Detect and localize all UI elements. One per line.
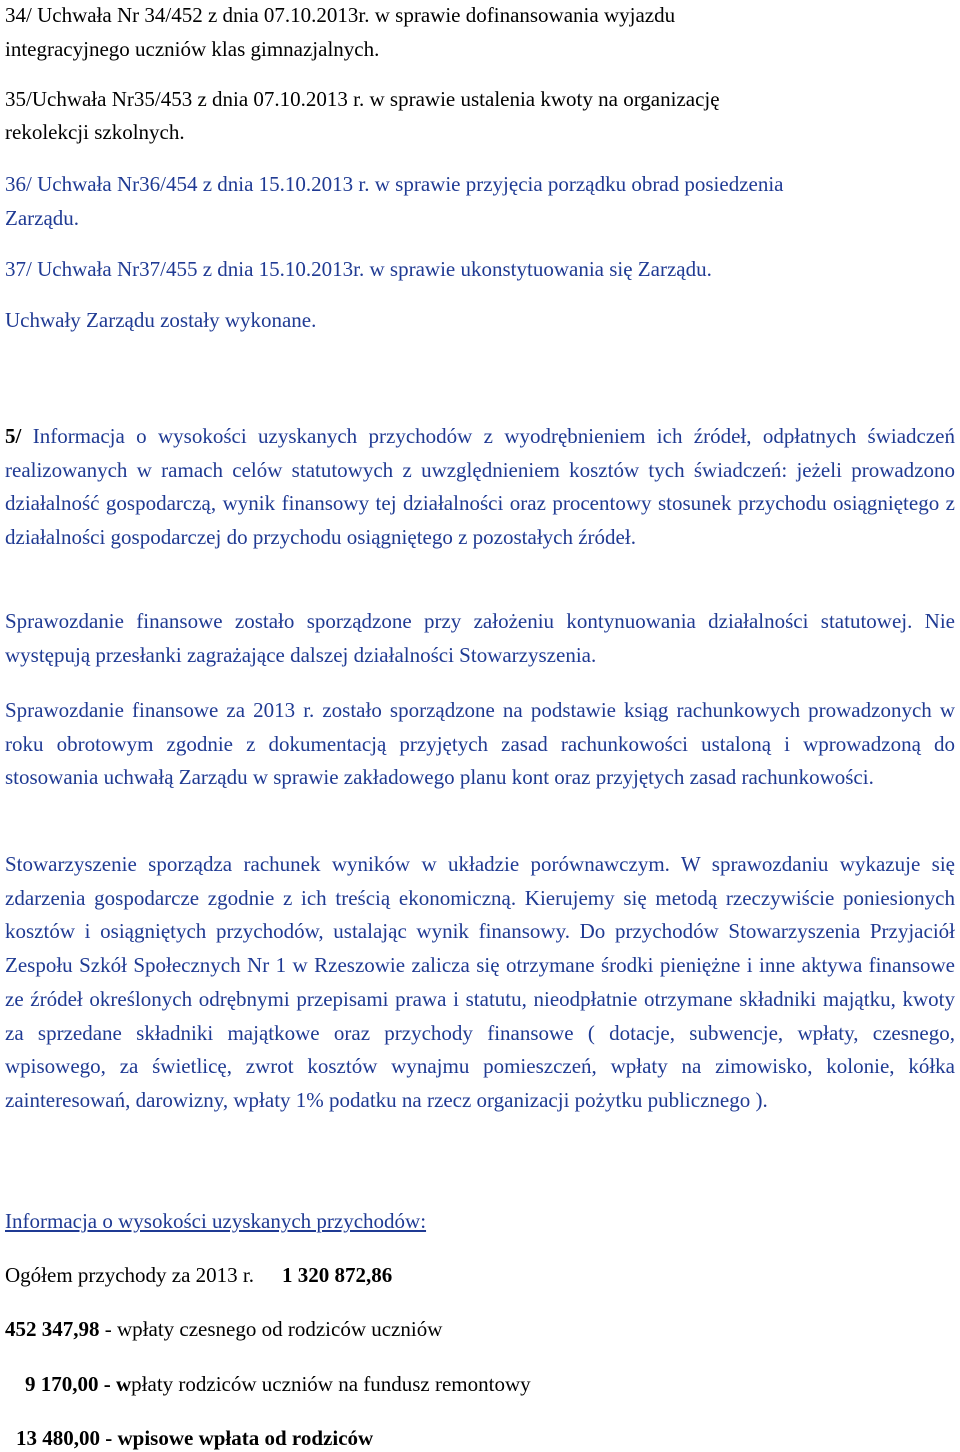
income-item-row [5,1316,442,1342]
income-total-row [5,1262,392,1288]
paragraph-basis: Sprawozdanie finansowe za 2013 r. zostało sporządzone na podstawie ksiąg rachunkowych prowadzonych w roku obrotowym zgodnie z dokumentacją przyjętych zasad rachunkowości ustaloną i wprowadzoną do stosowania uchwałą Zarządu w sprawie zakładowego planu kont oraz przyjętych zasad rachunkowości. [5,698,955,790]
income-item-row [25,1371,531,1397]
resolution-35-line2: rekolekcji szkolnych. [5,120,185,144]
resolutions-done: Uchwały Zarządu zostały wykonane. [5,308,317,332]
income-item-row [16,1425,373,1451]
resolution-36-line1: 36/ Uchwała Nr36/454 z dnia 15.10.2013 r. w sprawie przyjęcia porządku obrad posiedzenia [5,172,784,196]
section-5-number: 5/ [5,424,22,448]
income-item-amount: 452 347,98 [5,1317,100,1341]
resolution-36-line2: Zarządu. [5,206,80,230]
section-5-paragraph [5,420,955,555]
income-total-value: 1 320 872,86 [282,1263,393,1287]
paragraph-continuation: Sprawozdanie finansowe zostało sporządzone przy założeniu kontynuowania działalności statutowej. Nie występują przesłanki zagrażające dalszej działalności Stowarzyszenia. [5,609,955,667]
income-item-desc: płaty rodziców uczniów na fundusz remontowy [131,1372,531,1396]
income-total-label: Ogółem przychody za 2013 r. [5,1263,255,1287]
paragraph-methods: Stowarzyszenie sporządza rachunek wyników w układzie porównawczym. W sprawozdaniu wykazuje się zdarzenia gospodarcze zgodnie z ich treścią ekonomiczną. Kierujemy się metodą rzeczywiście poniesionych kosztów i osiągniętych przychodów, ustalając wynik finansowy. Do przychodów Stowarzyszenia Przyjaciół Zespołu Szkół Społecznych Nr 1 w Rzeszowie zalicza się otrzymane środki pieniężne i inne aktywa finansowe ze źródeł określonych odrębnymi przepisami prawa i statutu, nieodpłatnie otrzymane składniki majątku, kwoty za sprzedane składniki majątkowe oraz przychody finansowe ( dotacje, subwencje, wpłaty, czesnego, wpisowego, za świetlicę, zwrot kosztów wynajmu pomieszczeń, wpłaty na zimowisko, kolonie, kółka zainteresowań, darowizny, wpłaty 1% podatku na rzecz organizacji pożytku publicznego ). [5,852,955,1112]
section-5-text: Informacja o wysokości uzyskanych przychodów z wyodrębnieniem ich źródeł, odpłatnych świadczeń realizowanych w ramach celów statutowych z uwzględnieniem kosztów tych świadczeń: jeżeli prowadzono działalność gospodarczą, wynik finansowy tej działalności oraz procentowy stosunek przychodu osiągniętego z działalności gospodarczej do przychodu osiągniętego z pozostałych źródeł. [5,424,955,550]
income-item-amount: 13 480,00 - wpisowe wpłata od rodziców [16,1426,374,1450]
income-item-desc: - wpłaty czesnego od rodziców uczniów [99,1317,443,1341]
resolution-37-line1: 37/ Uchwała Nr37/455 z dnia 15.10.2013r. w sprawie ukonstytuowania się Zarządu. [5,257,712,281]
income-item-amount: 9 170,00 - w [25,1372,132,1396]
resolution-34-line2: integracyjnego uczniów klas gimnazjalnych. [5,37,380,61]
income-heading: Informacja o wysokości uzyskanych przychodów: [5,1209,427,1233]
resolution-35-line1: 35/Uchwała Nr35/453 z dnia 07.10.2013 r. w sprawie ustalenia kwoty na organizację [5,87,720,111]
resolution-34-line1: 34/ Uchwała Nr 34/452 z dnia 07.10.2013r. w sprawie dofinansowania wyjazdu [5,3,676,27]
